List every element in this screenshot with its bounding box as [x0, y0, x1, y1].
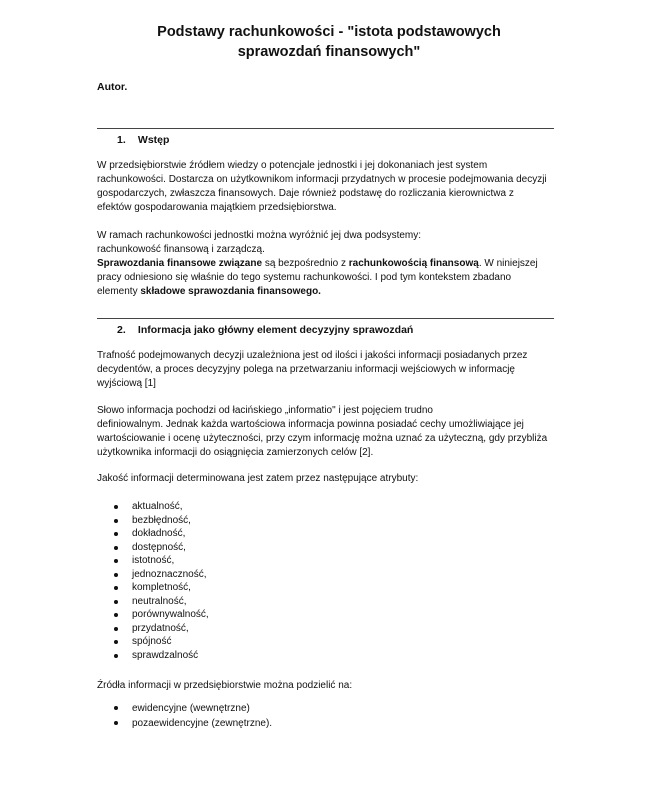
- text-line: użytkownika informacji do osiągnięcia zamierzonych celów [2].: [97, 447, 374, 458]
- bold-text: składowe sprawozdania finansowego.: [140, 286, 321, 297]
- list-item-label: pozaewidencyjne (zewnętrzne).: [132, 718, 273, 729]
- list-item-label: ewidencyjne (wewnętrzne): [132, 703, 250, 714]
- list-item: [110, 595, 209, 609]
- section-1-title: Wstęp: [137, 134, 170, 146]
- text-line: decydentów, a proces decyzyjny polega na przetwarzaniu informacji wejściowych w informację: [97, 364, 515, 375]
- bold-text: rachunkowością finansową: [348, 258, 479, 269]
- bullet-icon: [114, 640, 118, 644]
- text-line: definiowalnym. Jednak każda wartościowa informacja powinna posiadać cechy umożliwiające jej: [97, 419, 524, 430]
- list-item: [110, 514, 209, 528]
- section-1-number: 1.: [117, 134, 126, 146]
- bullet-icon: [114, 505, 118, 509]
- document-title: [0, 22, 658, 62]
- bullet-icon: [114, 586, 118, 590]
- text-line: Trafność podejmowanych decyzji uzależniona jest od ilości i jakości informacji posiadanych przez: [97, 350, 528, 361]
- bullet-icon: [114, 573, 118, 577]
- list-item: [110, 622, 209, 636]
- list-item: [110, 701, 272, 716]
- list-item-label: dostępność,: [132, 541, 186, 553]
- bullet-icon: [114, 706, 118, 710]
- text-line: gospodarczych, zwłaszcza finansowych. Daje również podstawę do rozliczania kierownictwa z: [97, 188, 514, 199]
- text-span: są bezpośrednio z: [262, 258, 349, 269]
- bullet-icon: [114, 519, 118, 523]
- text-line: Słowo informacja pochodzi od łacińskiego „informatio" i jest pojęciem trudno: [97, 405, 433, 416]
- section-2-paragraph-1: [97, 349, 567, 391]
- list-item-label: neutralność,: [132, 595, 187, 607]
- list-item-label: aktualność,: [132, 501, 183, 512]
- list-item: [110, 554, 209, 568]
- bullet-icon: [114, 721, 118, 725]
- bullet-icon: [114, 532, 118, 536]
- list-item-label: sprawdzalność: [132, 649, 199, 661]
- text-line: Źródła informacji w przedsiębiorstwie można podzielić na:: [97, 680, 353, 691]
- text-line: wartościowanie i ocenę użyteczności, przy czym informację można uznać za użyteczną, gdy przybliża: [97, 433, 548, 444]
- list-item-label: porównywalność,: [132, 609, 209, 620]
- text-line: rachunkowości. Dostarcza on użytkownikom informacji przydatnych w procesie podejmowania decyzji: [97, 174, 547, 185]
- text-line: wyjściową [1]: [97, 378, 156, 389]
- text-line: W ramach rachunkowości jednostki można wyróżnić jej dwa podsystemy:: [97, 230, 422, 241]
- list-item: [110, 527, 209, 541]
- section-1-heading: [117, 133, 169, 147]
- list-item-label: dokładność,: [132, 528, 186, 539]
- section-divider: [97, 128, 554, 129]
- section-2-number: 2.: [117, 324, 126, 336]
- list-item-label: spójność: [132, 636, 172, 647]
- bullet-icon: [114, 559, 118, 563]
- section-2-title: Informacja jako główny element decyzyjny sprawozdań: [137, 324, 414, 336]
- list-item: [110, 568, 209, 582]
- title-line-1: Podstawy rachunkowości - "istota podstawowych: [157, 24, 501, 40]
- section-1-paragraph-2: [97, 229, 567, 299]
- list-item: [110, 541, 209, 555]
- list-item: [110, 581, 209, 595]
- text-line: rachunkowość finansową i zarządczą.: [97, 244, 265, 255]
- list-item-label: jednoznaczność,: [132, 568, 207, 580]
- text-line: efektów gospodarowania majątkiem przedsiębiorstwa.: [97, 202, 337, 213]
- attributes-list: [110, 500, 209, 662]
- author-label: Autor.: [97, 81, 128, 93]
- section-2-paragraph-3: [97, 472, 567, 486]
- text-line: [97, 285, 567, 299]
- section-2-heading: [117, 323, 413, 337]
- bullet-icon: [114, 613, 118, 617]
- bullet-icon: [114, 600, 118, 604]
- text-line: Jakość informacji determinowana jest zatem przez następujące atrybuty:: [97, 473, 419, 484]
- section-divider: [97, 318, 554, 319]
- list-item: [110, 500, 209, 514]
- list-item-label: kompletność,: [132, 582, 191, 593]
- text-line: W przedsiębiorstwie źródłem wiedzy o potencjale jednostki i jej dokonaniach jest system: [97, 160, 488, 171]
- section-2-paragraph-4: [97, 679, 567, 693]
- section-1-paragraph-1: [97, 159, 567, 215]
- list-item-label: bezbłędność,: [132, 514, 191, 526]
- text-line: [97, 257, 567, 271]
- bullet-icon: [114, 546, 118, 550]
- list-item: [110, 635, 209, 649]
- list-item: [110, 716, 272, 731]
- sources-list: [110, 701, 272, 731]
- section-2-paragraph-2: [97, 404, 567, 460]
- text-span: elementy: [97, 286, 141, 297]
- text-span: . W niniejszej: [478, 258, 538, 269]
- text-line: pracy odniesiono się właśnie do tego systemu rachunkowości. I pod tym kontekstem zbadano: [97, 272, 512, 283]
- list-item: [110, 608, 209, 622]
- list-item-label: przydatność,: [132, 622, 189, 634]
- title-line-2: sprawozdań finansowych": [237, 44, 421, 60]
- list-item-label: istotność,: [132, 555, 175, 566]
- bullet-icon: [114, 654, 118, 658]
- bold-text: Sprawozdania finansowe związane: [97, 258, 263, 269]
- list-item: [110, 649, 209, 663]
- bullet-icon: [114, 627, 118, 631]
